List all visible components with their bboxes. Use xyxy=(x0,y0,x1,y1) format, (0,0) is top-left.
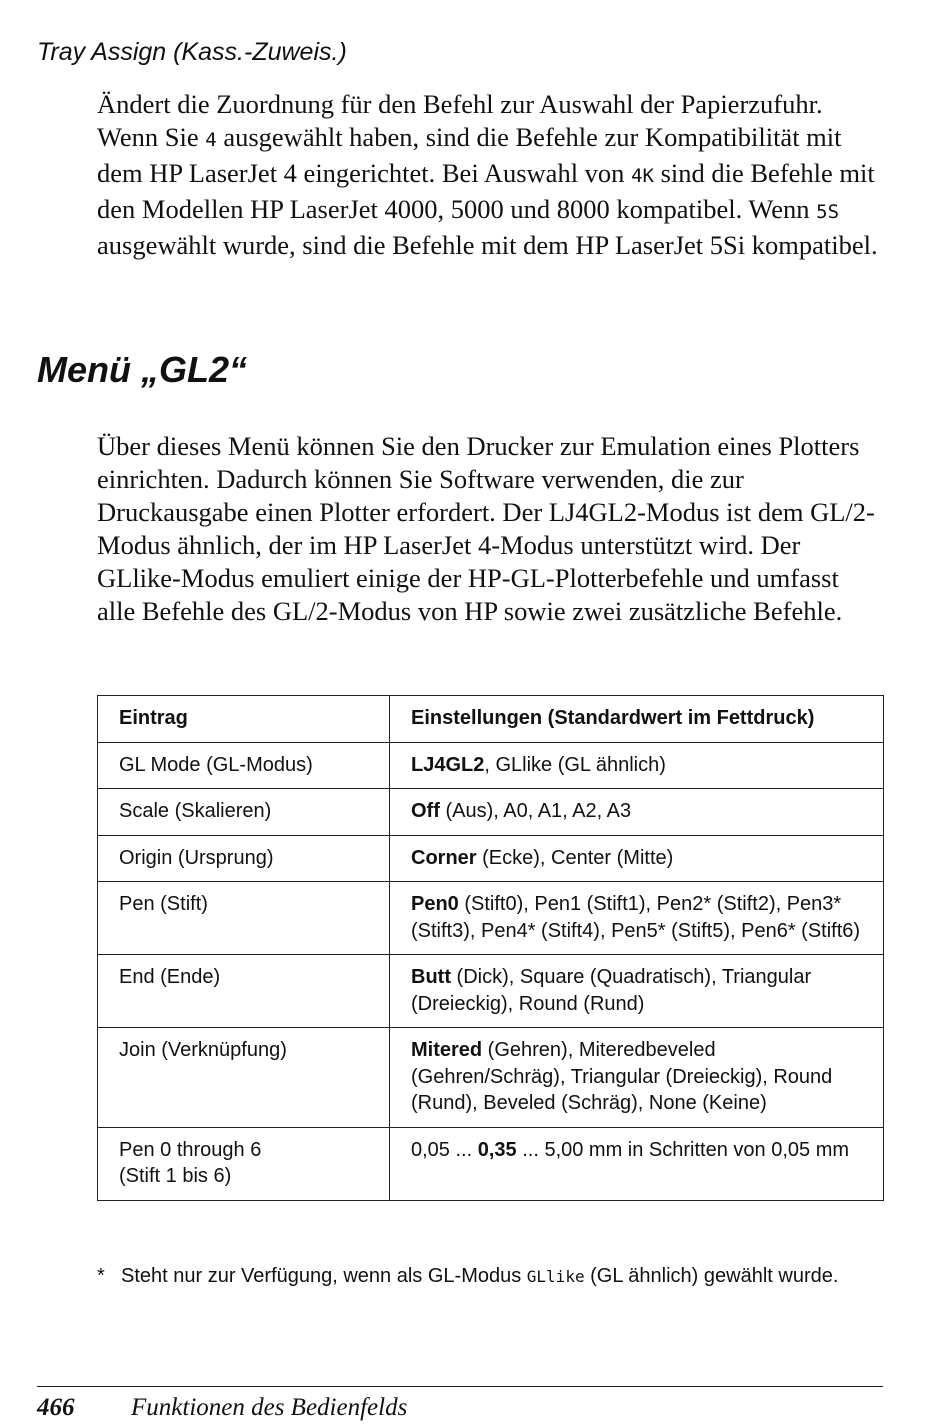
row-item: Pen 0 through 6 (Stift 1 bis 6) xyxy=(98,1127,390,1200)
row-item: Scale (Skalieren) xyxy=(98,789,390,836)
code-value-5s: 5S xyxy=(816,201,840,223)
table-row xyxy=(98,789,884,836)
tray-assign-paragraph: Ändert die Zuordnung für den Befehl zur Auswahl der Papierzufuhr. Wenn Sie 4 ausgewählt haben, sind die Befehle zur Kompatibilität mit dem HP LaserJet 4 eingerichtet. Bei Auswahl von 4K sind die Befehle mit den Modellen HP LaserJet 4000, 5000 und 8000 kompatibel. Wenn 5S ausgewählt wurde, sind die Befehle mit dem HP LaserJet 5Si kompatibel. xyxy=(97,89,878,260)
footnote-asterisk: * xyxy=(97,1265,105,1287)
chapter-title: Funktionen des Bedienfelds xyxy=(131,1394,408,1421)
row-settings: Off (Aus), A0, A1, A2, A3 xyxy=(390,789,884,836)
row-settings: Butt (Dick), Square (Quadratisch), Triangular (Dreieckig), Round (Rund) xyxy=(390,955,884,1028)
footer-divider xyxy=(37,1386,883,1387)
footnote: * Steht nur zur Verfügung, wenn als GL-Modus GLlike (GL ähnlich) gewählt wurde. xyxy=(97,1262,897,1291)
row-settings: Mitered (Gehren), Miteredbeveled (Gehren/Schräg), Triangular (Dreieckig), Round (Rund), Beveled (Schräg), None (Keine) xyxy=(390,1028,884,1128)
row-item: Join (Verknüpfung) xyxy=(98,1028,390,1128)
row-settings: Corner (Ecke), Center (Mitte) xyxy=(390,835,884,882)
table-row xyxy=(98,882,884,955)
column-header-item: Eintrag xyxy=(98,696,390,743)
row-item: End (Ende) xyxy=(98,955,390,1028)
table-row xyxy=(98,835,884,882)
table-row xyxy=(98,1127,884,1200)
table-row xyxy=(98,955,884,1028)
row-settings: Pen0 (Stift0), Pen1 (Stift1), Pen2* (Stift2), Pen3* (Stift3), Pen4* (Stift4), Pen5* (Stift5), Pen6* (Stift6) xyxy=(390,882,884,955)
column-header-settings: Einstellungen (Standardwert im Fettdruck) xyxy=(390,696,884,743)
row-settings: LJ4GL2, GLlike (GL ähnlich) xyxy=(390,742,884,789)
table-header-row xyxy=(98,696,884,743)
row-settings: 0,05 ... 0,35 ... 5,00 mm in Schritten von 0,05 mm xyxy=(390,1127,884,1200)
code-value-gllike: GLlike xyxy=(526,1267,585,1286)
row-item: GL Mode (GL-Modus) xyxy=(98,742,390,789)
code-value-4: 4 xyxy=(205,129,217,151)
row-item: Origin (Ursprung) xyxy=(98,835,390,882)
table-row xyxy=(98,742,884,789)
row-item: Pen (Stift) xyxy=(98,882,390,955)
gl2-intro-paragraph: Über dieses Menü können Sie den Drucker zur Emulation eines Plotters einrichten. Dadurch können Sie Software verwenden, die zur Druckausgabe einen Plotter erfordert. Der LJ4GL2-Modus ist dem GL/2-Modus ähnlich, der im HP LaserJet 4-Modus unterstützt wird. Der GLlike-Modus emuliert einige der HP-GL-Plotterbefehle und umfasst alle Befehle des GL/2-Modus von HP sowie zwei zusätzliche Befehle. xyxy=(97,431,875,626)
code-value-4k: 4K xyxy=(631,165,654,187)
gl2-menu-heading: Menü „GL2“ xyxy=(37,349,248,390)
gl2-settings-table xyxy=(97,695,884,1201)
table-row xyxy=(98,1028,884,1128)
tray-assign-heading: Tray Assign (Kass.-Zuweis.) xyxy=(37,38,347,66)
page-number: 466 xyxy=(37,1394,75,1421)
